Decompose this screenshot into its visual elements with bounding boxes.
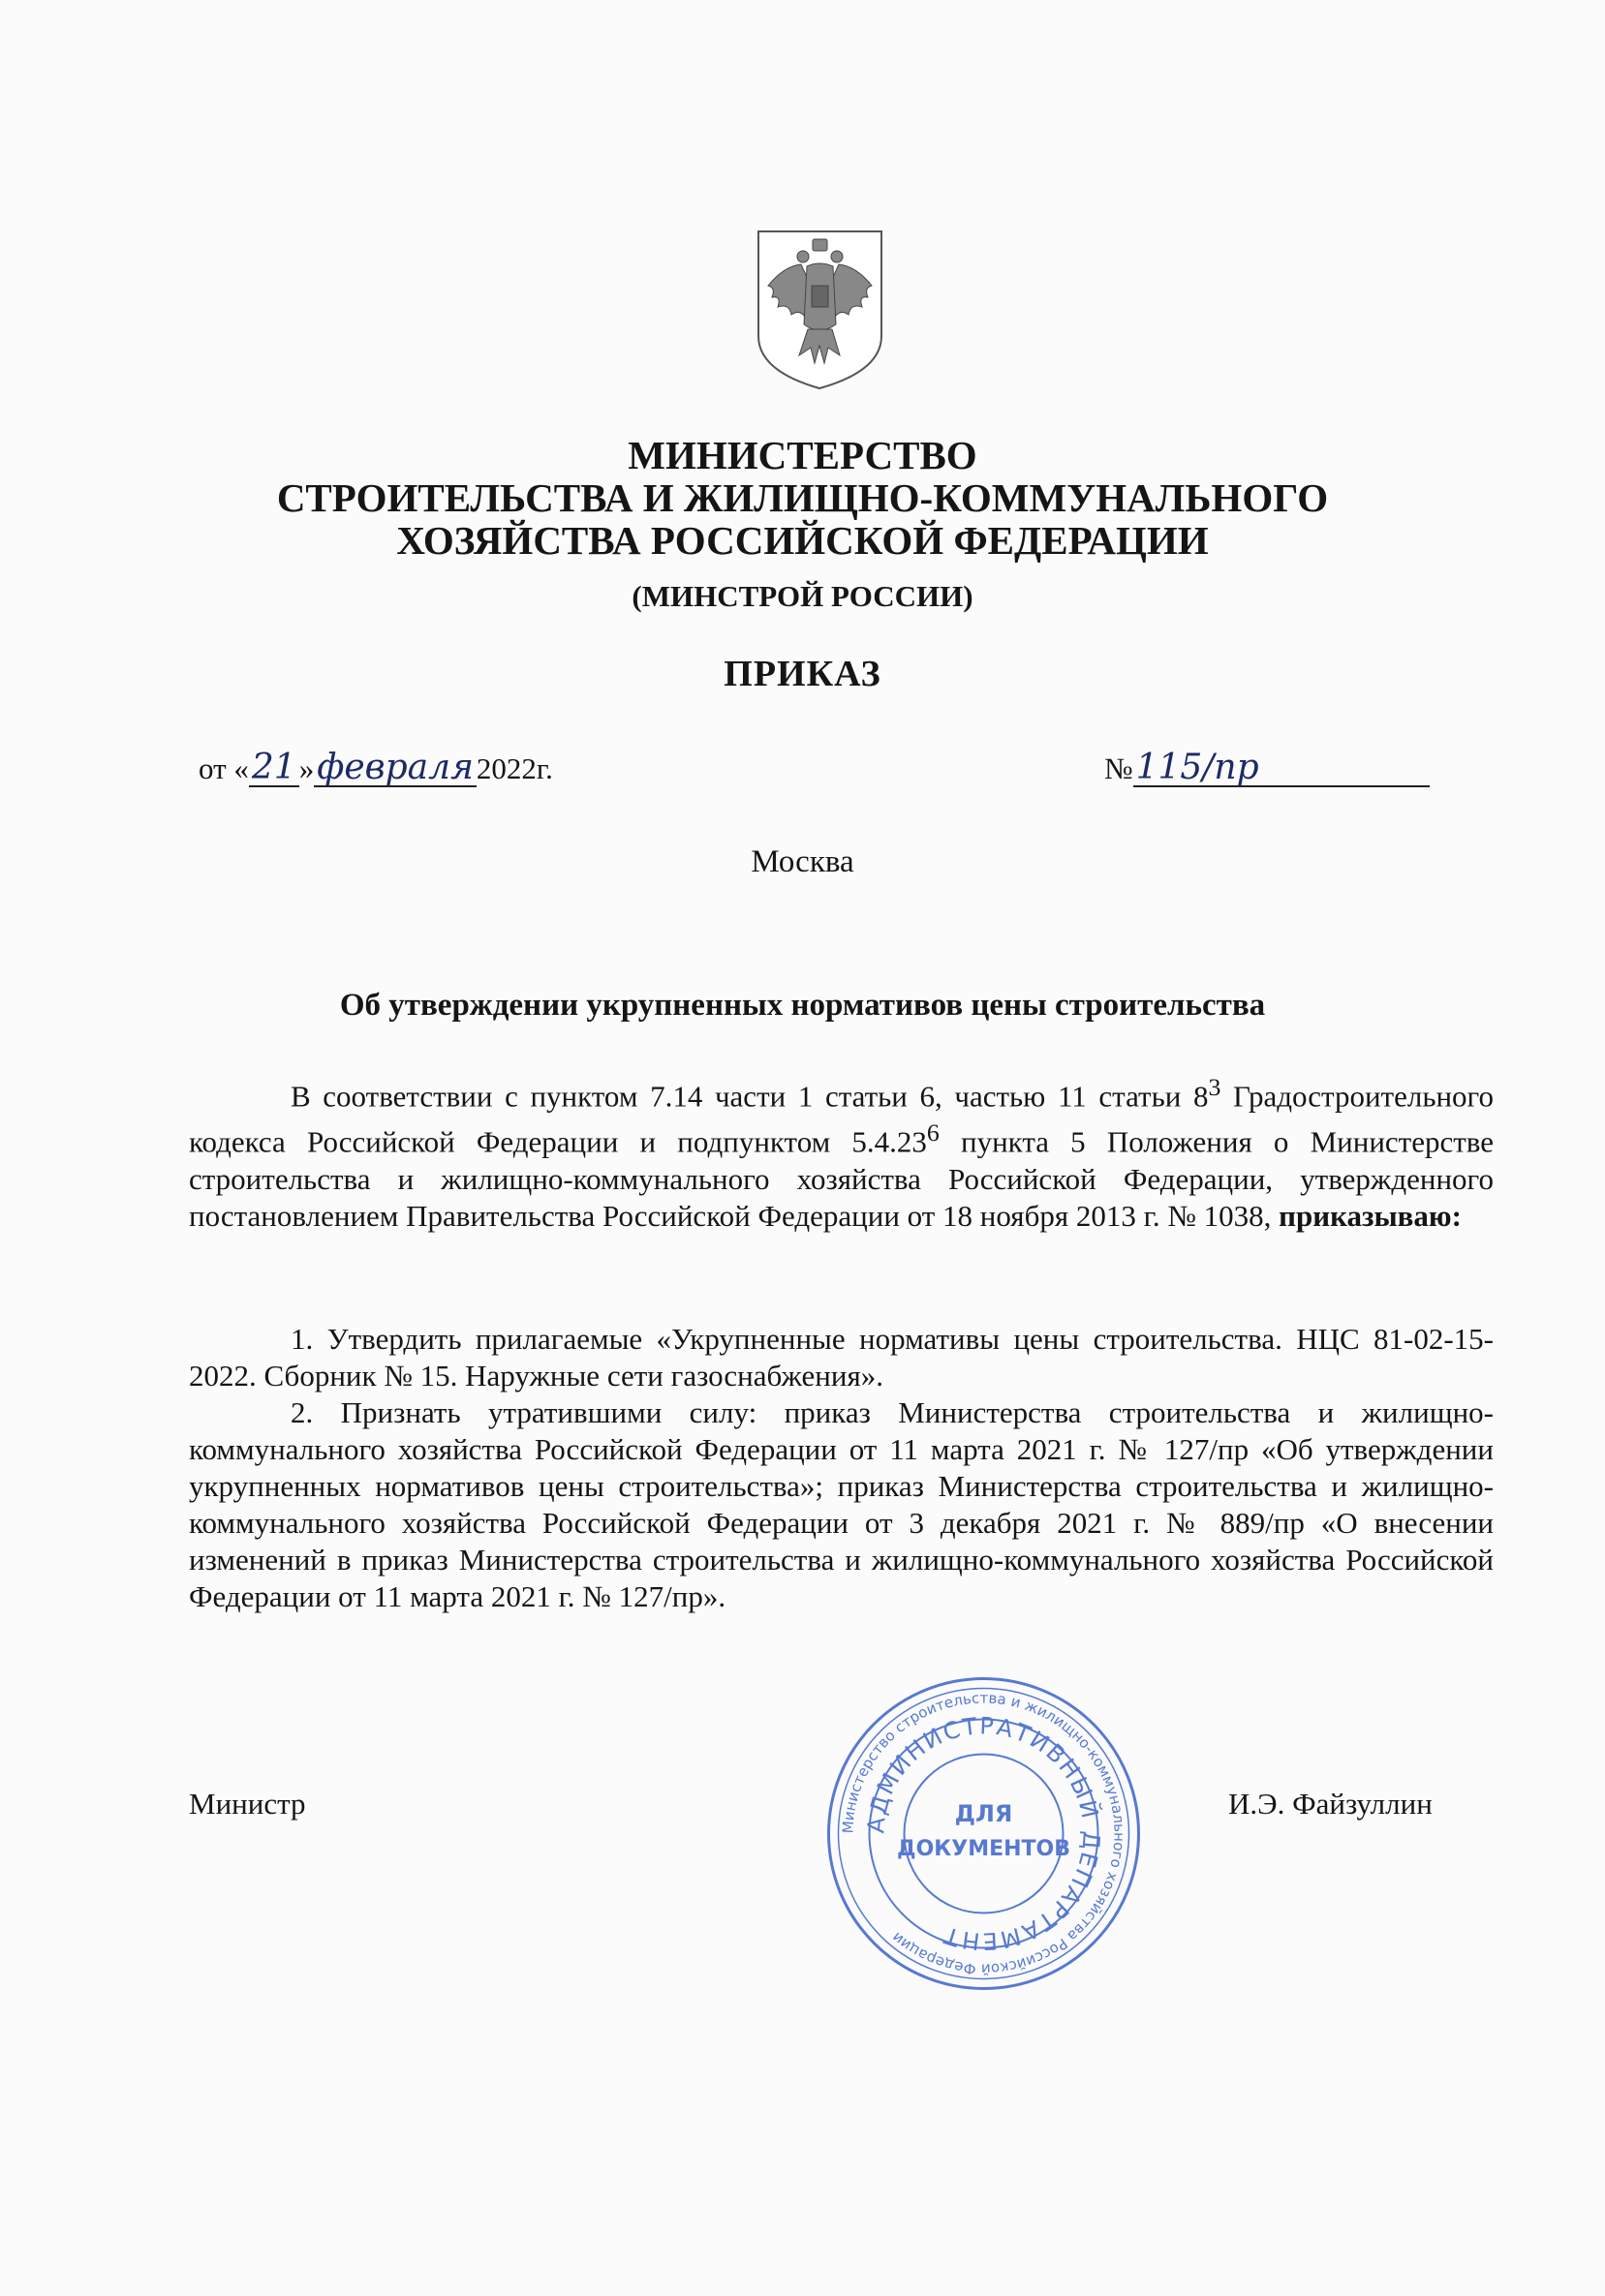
number-prefix: № <box>1104 751 1133 785</box>
number-handwritten: 115/пр <box>1133 750 1430 787</box>
ministry-abbreviation: (МИНСТРОЙ РОССИИ) <box>632 579 973 613</box>
order-verb: приказываю: <box>1279 1198 1462 1233</box>
preamble-paragraph: В соответствии с пунктом 7.14 части 1 статьи 6, частью 11 статьи $8^3$ Градостроительного кодекса Российской Федерации и подпунктом 5.4.23$^6$ пункта 5 Положения о Министерстве строительства и жилищно-коммунального хозяйства Российской Федерации, утвержденного постановлением Правительства Российской Федерации от 18 ноября 2013 г. № 1038, приказываю: <box>189 1073 1495 1233</box>
date-suffix: г. <box>536 751 553 785</box>
ministry-line-2: СТРОИТЕЛЬСТВА И ЖИЛИЩНО-КОММУНАЛЬНОГО <box>276 475 1329 520</box>
date-year: 2022 <box>476 751 537 785</box>
date-day-handwritten: 21 <box>249 750 299 787</box>
document-type: ПРИКАЗ <box>724 654 881 694</box>
date-prefix: от <box>199 751 227 785</box>
date-close-quote: » <box>298 751 315 785</box>
ministry-line-1: МИНИСТЕРСТВО <box>628 433 977 477</box>
signatory-position: Министр <box>189 1787 306 1821</box>
city: Москва <box>751 844 854 879</box>
signatory-name: И.Э. Файзуллин <box>1228 1787 1433 1821</box>
official-stamp <box>821 1671 1146 1996</box>
order-number <box>1104 750 1443 787</box>
stamp-center-line-2: ДОКУМЕНТОВ <box>896 1837 1071 1861</box>
order-date <box>199 750 553 787</box>
stamp-outer-text: Министерство строительства и жилищно-коммунального хозяйства Российской Федерации <box>839 1689 1128 1978</box>
order-item-1: 1. Утвердить прилагаемые «Укрупненные нормативы цены строительства. НЦС 81-02-15-2022. Сборник № 15. Наружные сети газоснабжения». <box>189 1322 1494 1393</box>
stamp-inner-text: АДМИНИСТРАТИВНЫЙ ДЕПАРТАМЕНТ <box>862 1712 1105 1955</box>
superscript: 6 <box>926 1118 940 1148</box>
ministry-line-3: ХОЗЯЙСТВА РОССИЙСКОЙ ФЕДЕРАЦИИ <box>396 518 1209 563</box>
document-title: Об утверждении укрупненных нормативов цены строительства <box>339 988 1266 1023</box>
state-emblem-icon <box>755 228 885 392</box>
stamp-center-line-1: ДЛЯ <box>954 1800 1013 1827</box>
ministry-name <box>0 434 1605 562</box>
superscript: 3 <box>1208 1073 1221 1101</box>
order-item-2: 2. Признать утратившими силу: приказ Министерства строительства и жилищно-коммунального хозяйства Российской Федерации от 11 марта 2021 г. № 127/пр «Об утверждении укрупненных нормативов цены строительства»; приказ Министерства строительства и жилищно-коммунального хозяйства Российской Федерации от 3 декабря 2021 г. № 889/пр «О внесении изменений в приказ Министерства строительства и жилищно-коммунального хозяйства Российской Федерации от 11 марта 2021 г. № 127/пр». <box>189 1395 1494 1613</box>
date-month-handwritten: февраля <box>314 750 477 787</box>
date-open-quote: « <box>233 751 249 785</box>
